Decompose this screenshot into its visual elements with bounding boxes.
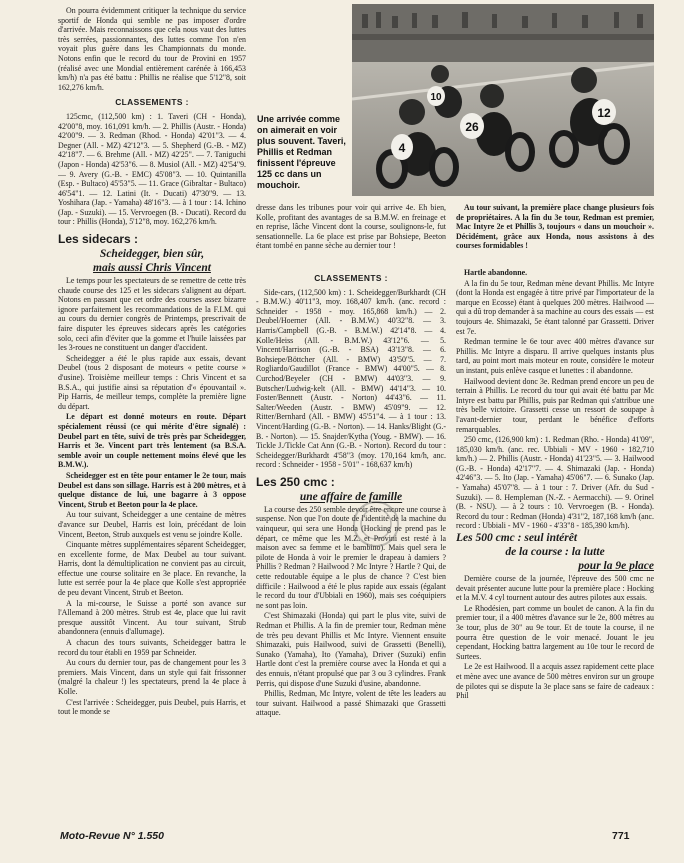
bike-number-3: 26: [465, 120, 479, 134]
sidecars-paragraph-6: Cinquante mètres supplémentaires séparent Scheidegger, en excellente forme, de Max Deubel au tour suivant. Harris, dont la démultiplication ne convient pas au circuit, effectue une course solitaire en 3e place. En revanche, la lutte est serrée pour la 4e place que Kolle s'est appropriée de peu devant Vincent, Strub et Beeton.: [58, 540, 246, 598]
classements-125: 125cmc, (112,500 km) : 1. Taveri (CH - Honda), 42'00"8, moy. 161,091 km/h. — 2. Phillis (Austr. - Honda) 42'00"9. — 3. Redman (Rhod. - Honda) 42'01"3. — 4. Degner (All. - MZ) 42'12"3. — 5. Shepherd (G.-B. - MZ) 42'18"7. — 6. Brehme (All. - MZ) 42'25". — 7. Taniguchi (Japon - Honda) 42'53"6. — 8. Musiol (All. - MZ) 42'54"9. — 9. Avery (G.-B. - EMC) 45'08"3. — 10. Quintanilla (Esp. - Bultaco) 45'53"5. — 11. Grace (Gibraltar - Bultaco) 46'54"1. — 12. Latini (It. - Ducati) 47'30"9. — 13. Yoshihara (Jap. - Yamaha) 48'16"3. — à 1 tour : 14. Ichino (Jap. - Suzuki). — 15. Vervroegen (B. - Ducati). Record du tour : Phillis (Honda), 5'12"8, moy. 162,276 km/h.: [58, 111, 246, 227]
250-right-paragraph-3: Redman termine le 6e tour avec 400 mètres d'avance sur Phillis. Mc Intyre a disparu. Il arrive quelques instants plus tard, au point mort mais moteur en route, considère le moteur un instant, puis enlève casque et lunettes : il abandonne.: [456, 337, 654, 375]
column-left: [58, 6, 246, 818]
section-title-250: Les 250 cmc :: [256, 474, 335, 489]
classements-sidecars: Side-cars, (112,500 km) : 1. Scheidegger/Burkhardt (CH - B.M.W.) 40'11"3, moy. 168,407 km/h. (anc. record : Schneider - 1958 - moy. 165,868 km/h.) — 2. Deubel/Hoerner (All. - B.M.W.) 40'32"8. — 3. Harris/Campbell (G.-B. - B.M.W.) 42'14"8. — 4. Kolle/Heiss (All. - B.M.W.) 43'12"6. — 5. Vincent/Harrison (G.-B. - BSA) 43'13"8. — 6. Bohsiepe/Böttcher (All. - BMW) 43'50"5. — 7. Rogliardo/Gaudillot (France - BMW) 44'00"5. — 8. Curchod/Beyeler (CH - BMW) 44'03"3. — 9. Butscher/Ludwig-kelt (All. - BMW) 44'14"3. — 10. Foster/Bennett (Austr. - Norton) 44'43"6. — 11. Salter/Weeden (Austr. - BMW) 45'09"9. — 12. Ritter/Bernhard (All. - BMW) 45'51"4. — à 1 tour : 13. Vincent/Harding (G.-B. - Norton). — 14. Hanks/Blight (G.-B. - Norton). — 15. Snajder/Kytha (Youg. - BMW). — 16. Tickle J./Tickle Cat Ann (G.-B. - Norton). Record du tour : Scheidegger/Burkhardt 4'58"3 (moy. 170,164 km/h, anc. record : Schneider - 1958 - 5'01" - 168,637 km/h): [256, 287, 446, 470]
section-subtitle-sidecars-1: Scheidegger, bien sûr,: [99, 248, 205, 261]
motorcycle-race-photo-icon: [352, 4, 654, 196]
250-paragraph-1: La course des 250 semble devoir être encore une course à suspense. Non que l'on doute de l'identité de la machine du vainqueur, qui sera une Honda (Hocking ne prend pas le départ, ce même que les M.Z. et Provini est resté à la maison avec sa femme et le bambino). Mais quel sera le pilote de Honda à voir le premier le drapeau à damiers ? Phillis ? Redman ? Hailwood ? Mc Intyre ? Hartle ? Qui, de cette redoutable équipe a le plus de chance ? C'est bien difficile : Hailwood a été le plus rapide aux essais (égalant le record du tour d'Ubbiali en 1960), mais ses coéquipiers ne sont pas loin.: [256, 504, 446, 610]
intro-paragraph: On pourra évidemment critiquer la technique du service sportif de Honda qui semble ne pas imposer d'ordre d'arrivée. Mais reconnaissons que cela nous vaut des luttes très serrées, passionnantes, des luttes comme l'on n'en voyait plus guère dans les Championnats du monde. Notons enfin que le record du tour de Provini en 1957 (réalisé avec une Mondial entièrement carénée à 166,453 km/h) n'a pas été battu : Phillis ne réalise que 5'12"8, soit 162,276 km/h.: [58, 6, 246, 92]
500-paragraph-2: Le Rhodésien, part comme un boulet de canon. A la fin du premier tour, il a 400 mètres d'avance sur le 2e, 800 mètres au 3e tour, plus de 30" au 9e tour. Et de toute la course, il ne pourra être question de le voir menacé. Jouant le jeu cependant, Hocking battra largement au 10e tour le record de Surtees.: [456, 603, 654, 661]
bike-number-4: 12: [597, 106, 611, 120]
top-text-block: [256, 203, 656, 263]
section-title-500-3: pour la 9e place: [578, 560, 654, 573]
race-photo: [352, 4, 654, 196]
sidecars-paragraph-10: C'est l'arrivée : Scheidegger, puis Deubel, puis Harris, et tout le monde se: [58, 697, 246, 717]
sidecars-paragraph-9: Au cours du dernier tour, pas de changement pour les 3 premiers. Mais Vincent, dans un style qui fait frissonner (malgré la chaleur !) les spectateurs, prend la 4e place à Kolle.: [58, 658, 246, 696]
magazine-issue: Moto-Revue N° 1.550: [60, 830, 164, 842]
section-title-sidecars: Les sidecars :: [58, 232, 139, 247]
watermark-stamp-icon: [350, 498, 402, 550]
sidecars-paragraph-1: Le temps pour les spectateurs de se remettre de cette très chaude course des 125 et les sidecars s'alignent au départ. Notons en passant que cet ordre des courses assez bizarre ignore parfaitement les recommandations de la F.I.M. qui au cours du dernier congrès de Printemps, prescrivait de faire disputer les épreuves sidecars après les catégories solo, ceci afin d'éviter que la gomme et l'huile laissées par les 3-roues ne constituent un danger d'accident.: [58, 276, 246, 353]
column-right: [456, 268, 654, 820]
sidecars-paragraph-4: Scheidegger est en tête pour entamer le 2e tour, mais Deubel est dans son sillage. Harris est à 200 mètres, et à quelque distance de lui, une bagarre à 3 oppose Vincent, Strub et Beeton pour la 4e place.: [58, 470, 246, 509]
classements-250: 250 cmc, (126,900 km) : 1. Redman (Rho. - Honda) 41'09", 185,030 km/h. (anc. rec. Ubbiali - MV - 1960 - 182,710 km/h.) — 2. Phillis (Austr. - Honda) 41'23"5. — 3. Hailwood (G.-B. - Honda) 42'17"7. — 4. Shimazaki (Jap. - Honda) 42'46"3. — 5. Ito (Jap. - Yamaha) 45'06"7. — 6. Sunako (Jap. - Yamaha) 45'07"8. — à 1 tour : 7. Driver (Afr. du Sud - Suzuki). — 8. Hempleman (N.-Z. - Aermacchi). — 9. Orinel (B. - NSU). — à 2 tours : 10. Vervroegen (B. - Honda). Record du tour : Redman (Honda) 4'31"2, 187,168 km/h (anc. record : Ubbiali - MV - 1960 - 4'33"8 - 185,390 km/h).: [456, 435, 654, 531]
250-paragraph-3: Phillis, Redman, Mc Intyre, volent de tête les leaders au tour suivant. Hailwood a passé Shimazaki que Grassetti attaque.: [256, 689, 446, 718]
top-left-paragraph: dresse dans les tribunes pour voir qui arrive 4e. Eh bien, Kolle, profitant des avantages de sa B.M.W. en freinage et en reprise, lâche Vincent dont la course, soulignons-le, fut sensationnelle. La 6e place est prise par Bohsiepe, Beeton étant tombé en panne sèche au dernier tour !: [256, 203, 446, 251]
photo-caption: Une arrivée comme on aimerait en voir plus souvent. Taveri, Phillis et Redman finissent l'épreuve 125 cc dans un mouchoir.: [257, 114, 346, 190]
500-paragraph-1: Dernière course de la journée, l'épreuve des 500 cmc ne devait présenter aucune lutte pour la première place : Hocking et la M.V. 4 cyl tournent autour des autres pilotes aux essais.: [456, 574, 654, 603]
section-subtitle-250: une affaire de famille: [299, 490, 403, 503]
bike-number-2: 10: [430, 92, 442, 103]
top-right-paragraph: Au tour suivant, la première place change plusieurs fois de propriétaires. A la fin du 3e tour, Redman est premier, Mac Intyre 2e et Phillis 3, toujours « dans un mouchoir ». Décidément, grâce aux Honda, nous assistons à des courses formidables !: [456, 203, 654, 251]
section-title-500-2: de la course : la lutte: [505, 546, 605, 559]
sidecars-paragraph-7: A la mi-course, le Suisse a porté son avance sur l'Allemand à 200 mètres. Strub est 4e, place que lui ravit presque aussitôt Vincent. Au tour suivant, Strub abandonnera (ennuis d'allumage).: [58, 598, 246, 637]
classements-heading-125: CLASSEMENTS :: [115, 97, 189, 108]
bike-number-1: 4: [398, 141, 406, 155]
sidecars-paragraph-3: Le départ est donné moteurs en route. Départ spécialement réussi (ce qui mérite d'être signalé) : Deubel part en tête, suivi de très près par Scheidegger, Harris et 3e. Vincent part très lentement (sa B.S.A. semble avoir un couple nettement moins élevé que les B.M.W.).: [58, 412, 246, 470]
sidecars-paragraph-8: A chacun des tours suivants, Scheidegger battra le record du tour établi en 1959 par Schneider.: [58, 638, 246, 657]
sidecars-paragraph-2: Scheidegger a été le plus rapide aux essais, devant Deubel (tous 2 disposant de moteurs « petite course » d'usine). Troisième meilleur temps : Chris Vincent et sa B.S.A., qui justifie ainsi sa réputation d'« épouvantail ». Pip Harris, 4e meilleur temps, complète la première ligne du départ.: [58, 353, 246, 411]
page-number: 771: [612, 830, 630, 842]
sidecars-paragraph-5: Au tour suivant, Scheidegger a une centaine de mètres d'avance sur Deubel, Harris est loin, précédant de loin Vincent, Beeton, Strub auxquels est venu se joindre Kolle.: [58, 510, 246, 539]
250-right-paragraph-4: Hailwood devient donc 3e. Redman prend encore un peu de terrain à Phillis. Le record du tour qui avait été battu par Mc Intyre est battu par Phillis, puis par Redman qui s'attribue une très belle victoire. Grassetti cesse un ressort de soupape à l'avant-dernier tour, perdant le bénéfice d'efforts remarquables.: [456, 376, 654, 434]
500-paragraph-3: Le 2e est Hailwood. Il a acquis assez rapidement cette place et mène avec une avance de 500 mètres environ sur un groupe de pilotes qui se dispute la 3e place sans se faire de cadeaux : Phil: [456, 662, 654, 701]
classements-heading-sidecars: CLASSEMENTS :: [314, 273, 388, 283]
250-right-paragraph-2: A la fin du 5e tour, Redman mène devant Phillis. Mc Intyre (dont la Honda est engagée à titre privé par l'importateur de la marque en Ecosse) étant à quelques 200 mètres. Hailwood — qui a dû trop demander à sa machine au cours des essais — est toujours 4e. Shimazaki, 5e étant talonné par Grassetti. Driver est 7e.: [456, 278, 654, 336]
section-title-500-1: Les 500 cmc : seul intérêt: [456, 532, 578, 545]
250-right-paragraph-1: Hartle abandonne.: [464, 268, 528, 277]
250-paragraph-2: C'est Shimazaki (Honda) qui part le plus vite, suivi de Redman et Phillis. A la fin de premier tour, Redman mène de très peu devant Phillis et Mc Intyre. Viennent ensuite Shimazaki, puis Hailwood, suivi de Grassetti (Benelli), Sunako (Yamaha), Ito (Yamaha), Driver (Suzuki) enfin Hartle dont c'est la première course avec la Honda et qui a des ennuis, n'étant propulsé que par 3 ou 3 cylindres. Frank Perris, qui dispose d'une Suzuki d'usine, abandonne.: [256, 611, 446, 688]
section-subtitle-sidecars-2: mais aussi Chris Vincent: [93, 262, 211, 275]
